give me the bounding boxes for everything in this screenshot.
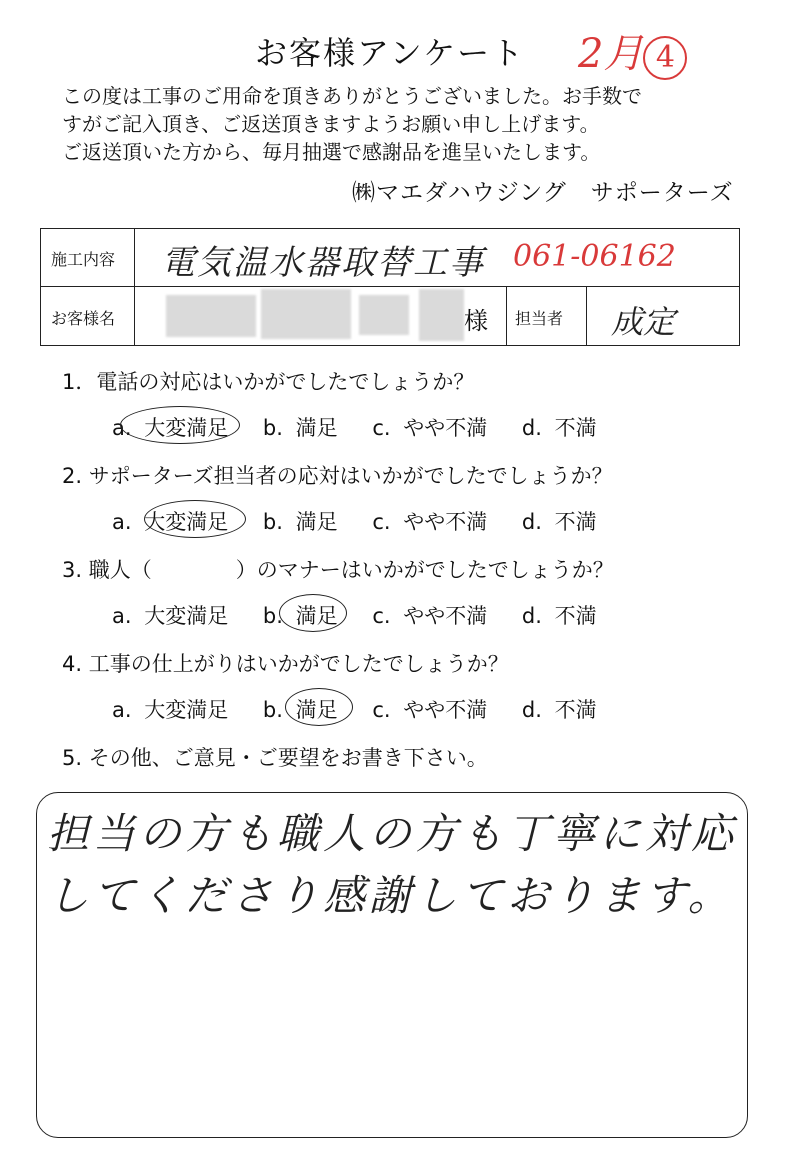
option-text: 不満 xyxy=(554,604,597,628)
option-a[interactable] xyxy=(112,600,228,630)
option-c[interactable] xyxy=(372,694,487,724)
table-divider xyxy=(41,286,739,287)
honorific: 様 xyxy=(464,307,488,335)
option-c[interactable] xyxy=(372,506,487,536)
company-name: ㈱マエダハウジング サポーターズ xyxy=(352,180,734,206)
options-q3 xyxy=(112,600,619,630)
option-letter: d. xyxy=(521,698,542,722)
option-d[interactable] xyxy=(522,694,597,724)
date-handwritten xyxy=(578,22,687,80)
option-letter: d. xyxy=(521,510,542,534)
option-letter: c. xyxy=(372,698,391,722)
option-text: 大変満足 xyxy=(144,510,229,534)
work-label: 施工内容 xyxy=(51,250,116,269)
option-letter: a. xyxy=(112,698,132,722)
options-q1 xyxy=(112,412,619,442)
question-5: 5. その他、ご意見・ご要望をお書き下さい。 xyxy=(62,746,488,770)
option-text: やや不満 xyxy=(403,416,488,440)
comment-text: 担当の方も職人の方も丁寧に対応してくださり感謝しております。 xyxy=(47,809,738,920)
question-1: 1．電話の対応はいかがでしたでしょうか？ xyxy=(62,370,475,394)
work-code: 061-06162 xyxy=(513,239,676,274)
date-circled-number: 4 xyxy=(643,36,687,80)
option-text: 大変満足 xyxy=(144,416,229,440)
option-letter: a. xyxy=(112,416,132,440)
option-d[interactable] xyxy=(522,412,597,442)
question-3: 3. 職人（ ）のマナーはいかがでしたでしょうか？ xyxy=(62,558,614,582)
work-value: 電気温水器取替工事 xyxy=(161,243,485,283)
option-letter: d. xyxy=(521,416,542,440)
date-month: 2月 xyxy=(578,31,644,77)
option-text: 満足 xyxy=(295,698,338,722)
page-title: お客様アンケート xyxy=(255,34,526,72)
table-divider xyxy=(586,286,587,345)
staff-value: 成定 xyxy=(611,303,676,341)
option-text: 不満 xyxy=(554,510,597,534)
option-b[interactable] xyxy=(263,412,338,442)
option-d[interactable] xyxy=(522,506,597,536)
redacted-name xyxy=(166,295,256,337)
intro-text xyxy=(62,82,642,166)
option-text: 満足 xyxy=(295,604,338,628)
table-divider xyxy=(134,229,135,345)
option-letter: b. xyxy=(262,698,283,722)
option-text: 満足 xyxy=(295,510,338,534)
question-2: 2. サポーターズ担当者の応対はいかがでしたでしょうか？ xyxy=(62,464,613,488)
option-text: 大変満足 xyxy=(144,604,229,628)
staff-label: 担当者 xyxy=(515,309,564,328)
customer-label: お客様名 xyxy=(51,309,116,328)
option-letter: a. xyxy=(112,510,132,534)
option-letter: b. xyxy=(262,604,283,628)
option-text: 大変満足 xyxy=(144,698,229,722)
option-c[interactable] xyxy=(372,600,487,630)
redacted-name xyxy=(359,295,409,335)
intro-line: この度は工事のご用命を頂きありがとうございました。お手数で xyxy=(62,84,642,108)
option-b[interactable] xyxy=(263,506,338,536)
options-q4 xyxy=(112,694,619,724)
option-b[interactable] xyxy=(263,600,338,630)
options-q2 xyxy=(112,506,619,536)
option-a[interactable] xyxy=(112,412,228,442)
option-letter: a. xyxy=(112,604,132,628)
option-letter: d. xyxy=(521,604,542,628)
table-divider xyxy=(506,286,507,345)
info-table xyxy=(40,228,740,346)
redacted-name xyxy=(261,289,351,339)
option-d[interactable] xyxy=(522,600,597,630)
option-text: やや不満 xyxy=(403,698,488,722)
option-letter: c. xyxy=(372,604,391,628)
option-text: 不満 xyxy=(554,698,597,722)
redacted-name xyxy=(419,289,464,341)
intro-line: ご返送頂いた方から、毎月抽選で感謝品を進呈いたします。 xyxy=(62,140,601,164)
option-b[interactable] xyxy=(263,694,338,724)
option-letter: c. xyxy=(372,416,391,440)
intro-line: すがご記入頂き、ご返送頂きますようお願い申し上げます。 xyxy=(62,112,600,136)
option-letter: b. xyxy=(262,510,283,534)
option-text: やや不満 xyxy=(403,604,488,628)
option-text: 不満 xyxy=(554,416,597,440)
option-text: やや不満 xyxy=(403,510,488,534)
option-a[interactable] xyxy=(112,506,228,536)
option-c[interactable] xyxy=(372,412,487,442)
option-letter: b. xyxy=(262,416,283,440)
option-text: 満足 xyxy=(295,416,338,440)
question-4: 4. 工事の仕上がりはいかがでしたでしょうか？ xyxy=(62,652,509,676)
option-letter: c. xyxy=(372,510,391,534)
comment-box[interactable] xyxy=(36,792,748,1138)
option-a[interactable] xyxy=(112,694,228,724)
